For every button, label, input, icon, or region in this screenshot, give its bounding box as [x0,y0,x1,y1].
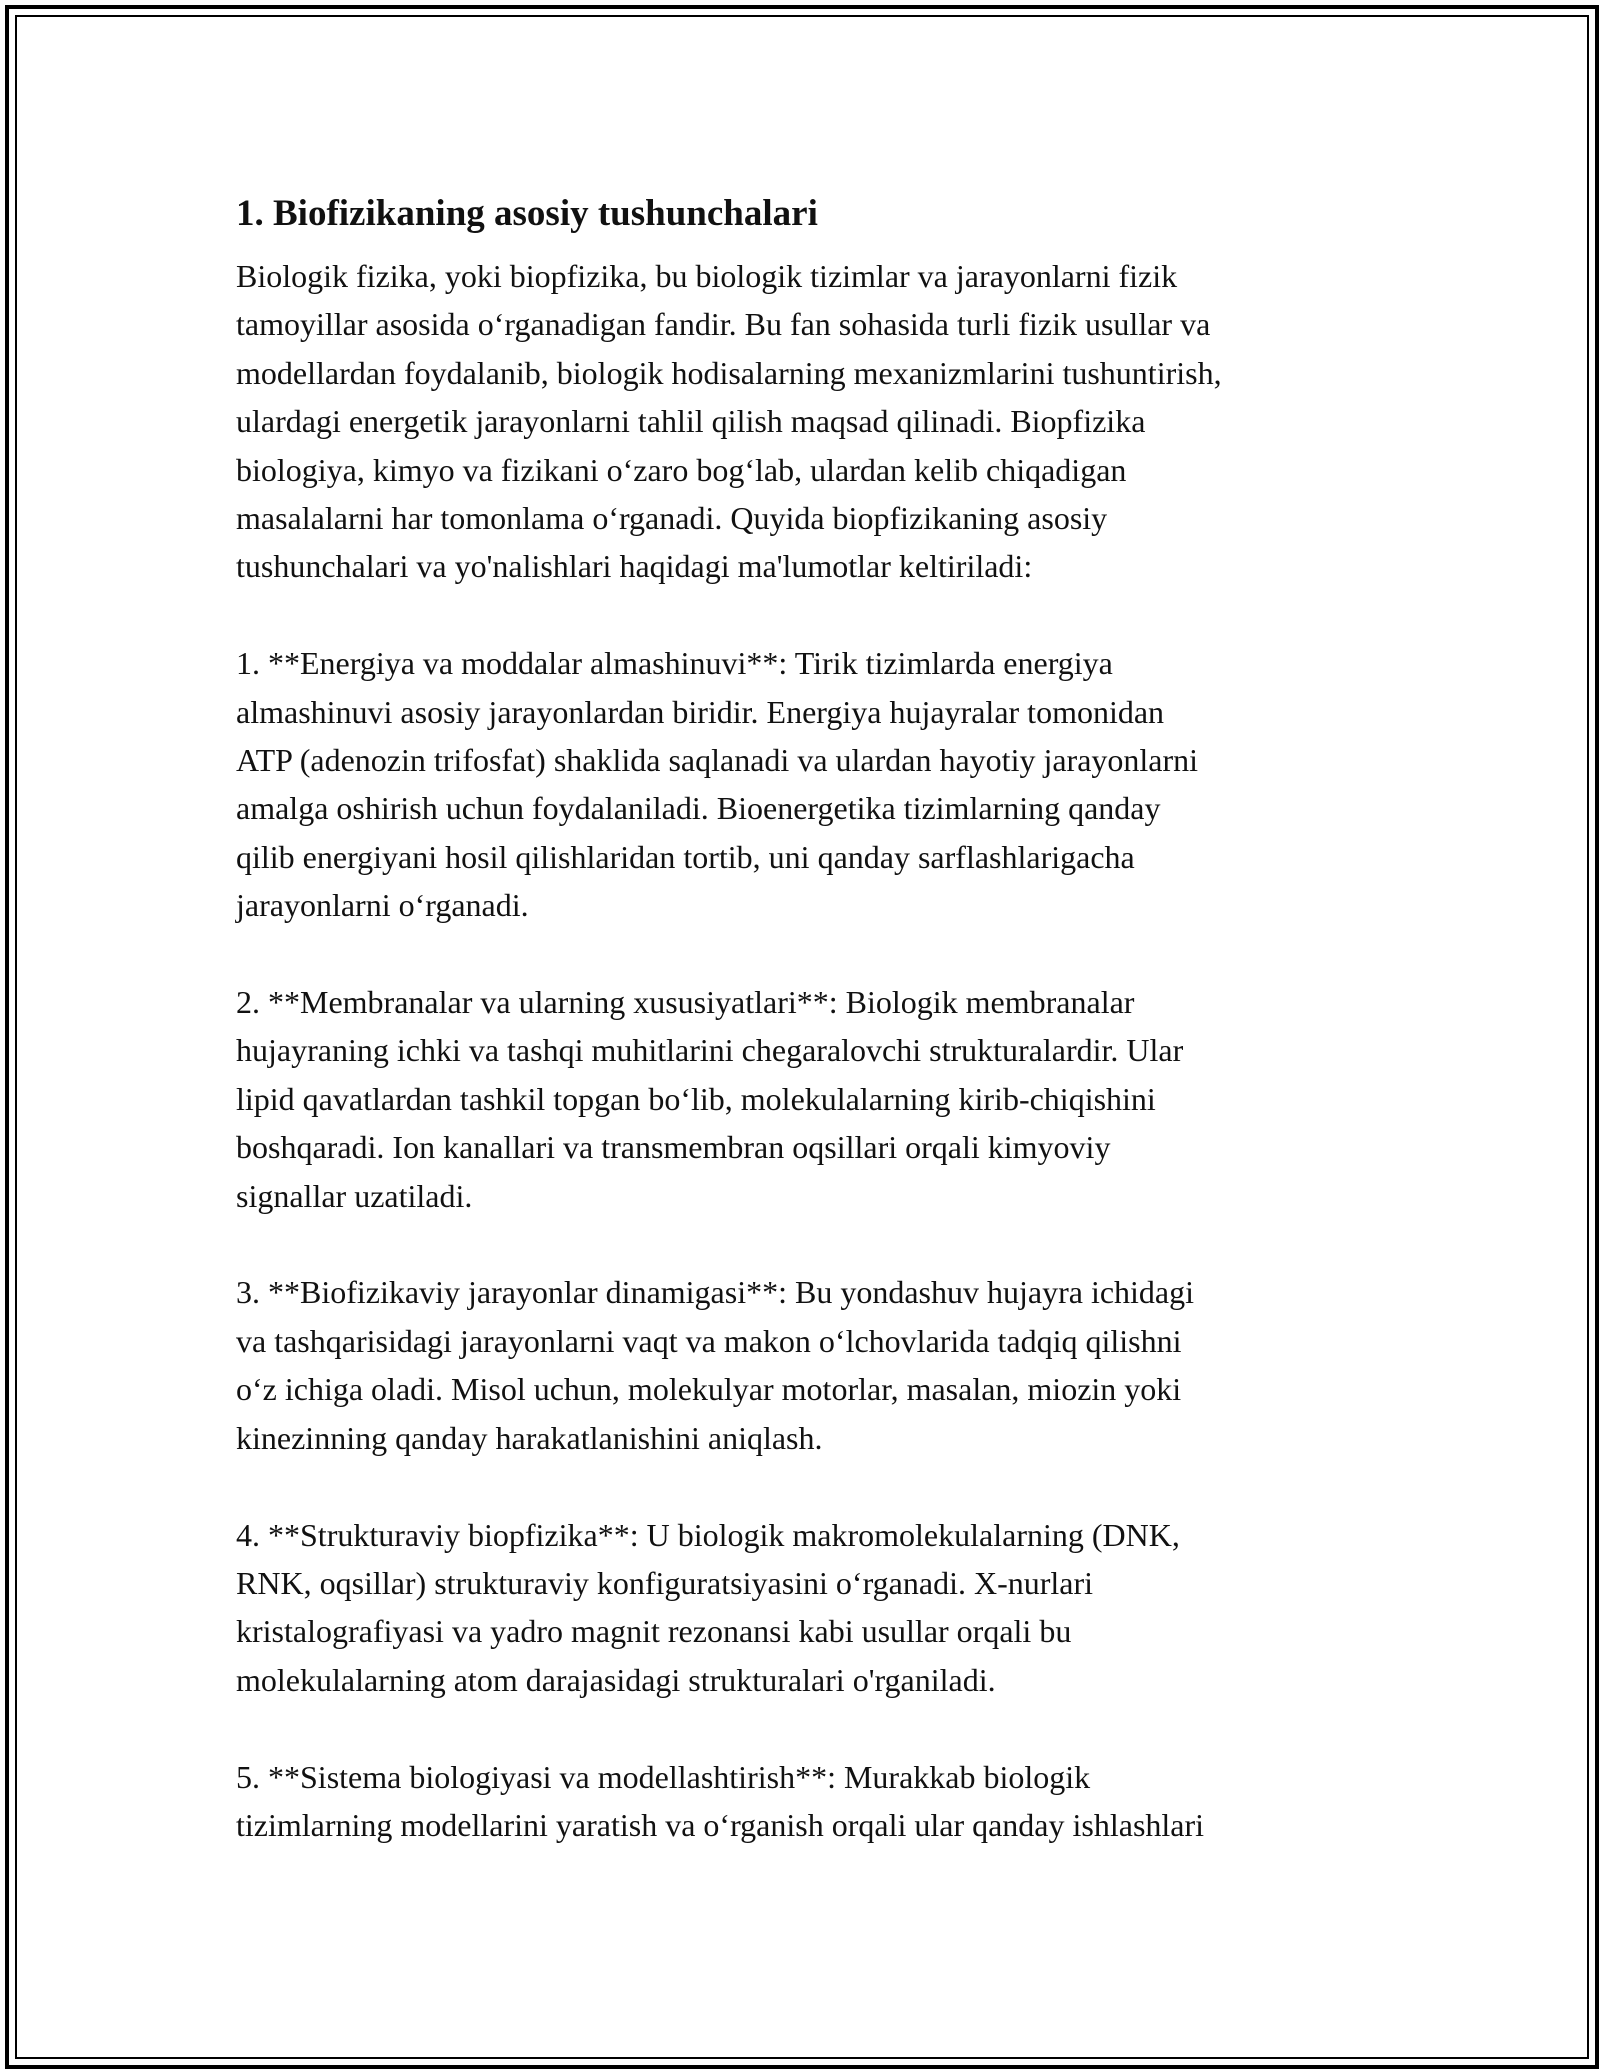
list-item-dynamics: 3. **Biofizikaviy jarayonlar dinamigasi**: Bu yondashuv hujayra ichidagi va tashqarisidagi jarayonlarni vaqt va makon o‘lchovlarida tadqiq qilishni o‘z ichiga oladi. Misol uchun, molekulyar motorlar, masalan, miozin yoki kinezinning qanday harakatlanishini aniqlash. [236,1274,1195,1456]
list-item-systems: 5. **Sistema biologiyasi va modellashtirish**: Murakkab biologik tizimlarning modellarini yaratish va o‘rganish orqali ular qanday ishlashlari [236,1758,1205,1843]
intro-paragraph: Biologik fizika, yoki biopfizika, bu biologik tizimlar va jarayonlarni fizik tamoyillar asosida o‘rganadigan fandir. Bu fan sohasida turli fizik usullar va modellardan foydalanib, biologik hodisalarning mexanizmlarini tushuntirish, ulardagi energetik jarayonlarni tahlil qilish maqsad qilinadi. Biopfizika biologiya, kimyo va fizikani o‘zaro bog‘lab, ulardan kelib chiqadigan masalalarni har tomonlama o‘rganadi. Quyida biopfizikaning asosiy tushunchalari va yo'nalishlari haqidagi ma'lumotlar keltiriladi: [236,258,1222,585]
section-heading: 1. Biofizikaning asosiy tushunchalari [236,193,818,234]
list-item-energy: 1. **Energiya va moddalar almashinuvi**: Tirik tizimlarda energiya almashinuvi asosiy jarayonlardan biridir. Energiya hujayralar tomonidan ATP (adenozin trifosfat) shaklida saqlanadi va ulardan hayotiy jarayonlarni amalga oshirish uchun foydalaniladi. Bioenergetika tizimlarning qanday qilib energiyani hosil qilishlaridan tortib, uni qanday sarflashlarigacha jarayonlarni o‘rganadi. [236,645,1199,924]
document-body [236,186,1386,1849]
paragraph-spacer [236,591,1386,639]
list-item-membranes: 2. **Membranalar va ularning xususiyatlari**: Biologik membranalar hujayraning ichki va tashqi muhitlarini chegaralovchi strukturalardir. Ular lipid qavatlardan tashkil topgan bo‘lib, molekulalarning kirib-chiqishini boshqaradi. Ion kanallari va transmembran oqsillari orqali kimyoviy signallar uzatiladi. [236,984,1184,1214]
paragraph-spacer [236,1220,1386,1268]
list-item-structural: 4. **Strukturaviy biopfizika**: U biologik makromolekulalarning (DNK, RNK, oqsillar) strukturaviy konfiguratsiyasini o‘rganadi. X-nurlari kristalografiyasi va yadro magnit rezonansi kabi usullar orqali bu molekulalarning atom darajasidagi strukturalari o'rganiladi. [236,1516,1180,1698]
paragraph-spacer [236,930,1386,978]
paragraph-spacer [236,1462,1386,1510]
paragraph-spacer [236,1704,1386,1752]
